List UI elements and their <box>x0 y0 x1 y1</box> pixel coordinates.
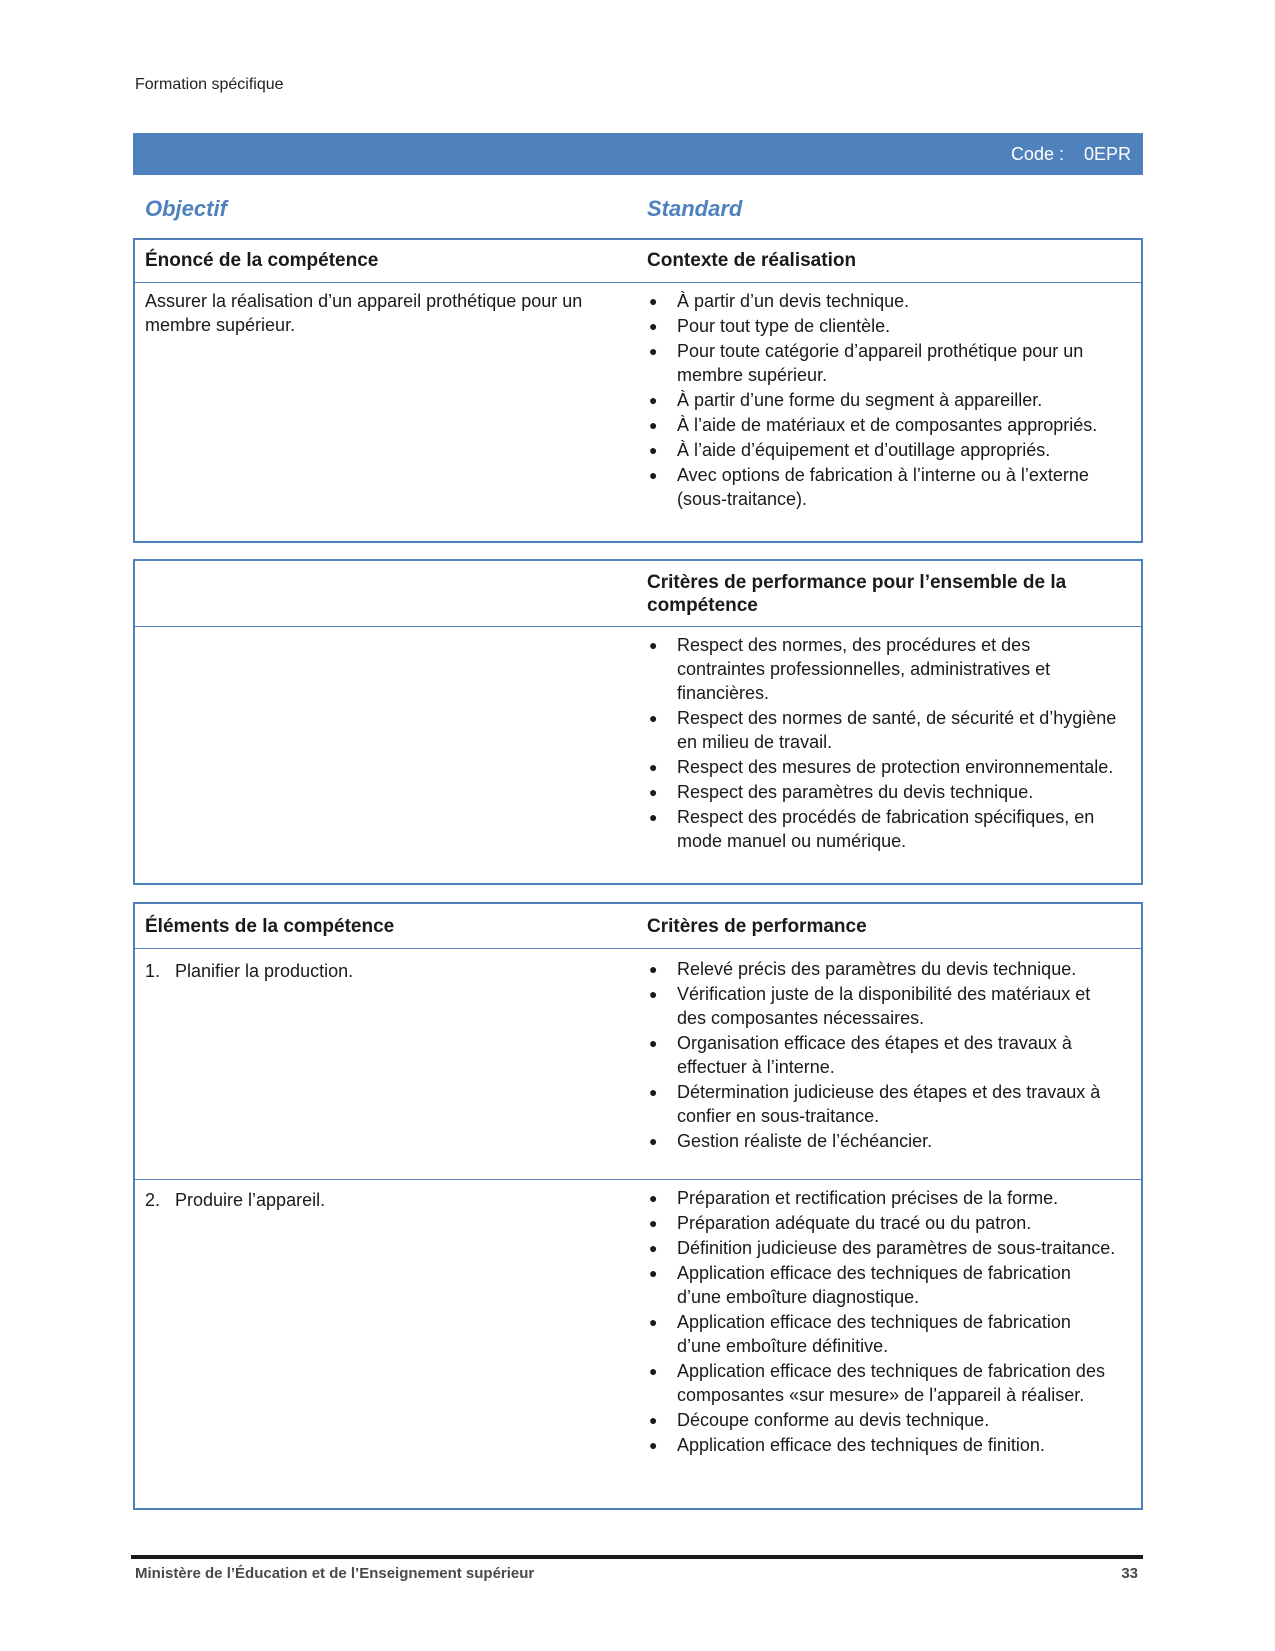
list-item: ● Détermination judicieuse des étapes et des travaux à confier en sous-traitance. <box>649 1082 1101 1126</box>
list-item: ● Préparation adéquate du tracé ou du patron. <box>649 1213 1032 1233</box>
bullet-icon: ● <box>649 1314 658 1330</box>
bullet-icon: ● <box>649 467 658 483</box>
bullet-icon: ● <box>649 1035 658 1051</box>
context-header: Contexte de réalisation <box>647 250 857 271</box>
bullet-icon: ● <box>649 637 658 653</box>
list-item: ● Respect des paramètres du devis technique. <box>649 782 1034 802</box>
list-item: ● À l’aide d’équipement et d’outillage appropriés. <box>649 440 1051 460</box>
element-2 <box>145 1188 325 1212</box>
running-header: Formation spécifique <box>135 76 284 93</box>
bullet-icon: ● <box>649 1240 658 1256</box>
competence-statement: Assurer la réalisation d’un appareil prothétique pour un membre supérieur. <box>145 291 583 335</box>
objective-title: Objectif <box>145 196 227 221</box>
elements-header: Éléments de la compétence <box>145 916 395 937</box>
performance-header: Critères de performance <box>647 916 867 937</box>
bullet-icon: ● <box>649 1190 658 1206</box>
list-item: ● Application efficace des techniques de fabrication des composantes «sur mesure» de l’appareil à réaliser. <box>649 1361 1105 1405</box>
criteria-list-1 <box>647 957 1117 1153</box>
list-item: ● Respect des mesures de protection environnementale. <box>649 757 1114 777</box>
list-item: ● Gestion réaliste de l’échéancier. <box>649 1131 933 1151</box>
footer-ministry: Ministère de l’Éducation et de l’Enseignement supérieur <box>135 1565 535 1582</box>
list-item: ● Pour toute catégorie d’appareil prothétique pour un membre supérieur. <box>649 341 1084 385</box>
list-item: ● Pour tout type de clientèle. <box>649 316 891 336</box>
bullet-icon: ● <box>649 442 658 458</box>
element-label: Produire l’appareil. <box>175 1190 326 1210</box>
bullet-icon: ● <box>649 1215 658 1231</box>
list-item: ● Organisation efficace des étapes et des travaux à effectuer à l’interne. <box>649 1033 1072 1077</box>
list-item: ● Application efficace des techniques de finition. <box>649 1435 1045 1455</box>
bullet-icon: ● <box>649 809 658 825</box>
element-number: 2. <box>145 1190 161 1210</box>
criteria-list-2 <box>647 1186 1117 1457</box>
bullet-icon: ● <box>649 759 658 775</box>
competence-table <box>133 238 1143 543</box>
statement-header: Énoncé de la compétence <box>145 250 379 271</box>
list-item: ● À partir d’un devis technique. <box>649 291 910 311</box>
bullet-icon: ● <box>649 986 658 1002</box>
section-titles <box>0 196 1275 222</box>
element-number: 1. <box>145 961 161 981</box>
global-criteria-table <box>133 559 1143 885</box>
global-criteria-list <box>647 633 1117 853</box>
list-item: ● Application efficace des techniques de fabrication d’une emboîture diagnostique. <box>649 1263 1071 1307</box>
bullet-icon: ● <box>649 1412 658 1428</box>
element-1 <box>145 959 353 983</box>
bullet-icon: ● <box>649 1084 658 1100</box>
bullet-icon: ● <box>649 318 658 334</box>
global-criteria-body-row <box>135 627 1141 882</box>
competence-body-row <box>135 283 1141 541</box>
bullet-icon: ● <box>649 1265 658 1281</box>
context-list <box>647 289 1117 511</box>
code-bar <box>133 133 1143 175</box>
footer-divider <box>131 1555 1143 1559</box>
element-label: Planifier la production. <box>175 961 354 981</box>
standard-title: Standard <box>647 196 743 221</box>
bullet-icon: ● <box>649 710 658 726</box>
bullet-icon: ● <box>649 417 658 433</box>
global-criteria-header-row <box>135 561 1141 627</box>
list-item: ● À partir d’une forme du segment à appareiller. <box>649 390 1043 410</box>
list-item: ● Respect des procédés de fabrication spécifiques, en mode manuel ou numérique. <box>649 807 1095 851</box>
list-item: ● Définition judicieuse des paramètres de sous-traitance. <box>649 1238 1116 1258</box>
list-item: ● Application efficace des techniques de fabrication d’une emboîture définitive. <box>649 1312 1071 1356</box>
bullet-icon: ● <box>649 961 658 977</box>
table-row <box>135 949 1141 1180</box>
bullet-icon: ● <box>649 1133 658 1149</box>
bullet-icon: ● <box>649 293 658 309</box>
elements-header-row <box>135 904 1141 949</box>
list-item: ● Vérification juste de la disponibilité des matériaux et des composantes nécessaires. <box>649 984 1091 1028</box>
list-item: ● Relevé précis des paramètres du devis technique. <box>649 959 1077 979</box>
competence-header-row <box>135 240 1141 283</box>
list-item: ● À l’aide de matériaux et de composantes appropriés. <box>649 415 1098 435</box>
elements-table <box>133 902 1143 1510</box>
bullet-icon: ● <box>649 1437 658 1453</box>
list-item: ● Respect des normes de santé, de sécurité et d’hygiène en milieu de travail. <box>649 708 1117 752</box>
list-item: ● Avec options de fabrication à l’interne ou à l’externe (sous-traitance). <box>649 465 1089 509</box>
competency-code: Code : 0EPR <box>1010 144 1131 164</box>
global-criteria-header: Critères de performance pour l’ensemble de la compétence <box>647 572 1067 616</box>
bullet-icon: ● <box>649 1363 658 1379</box>
list-item: ● Respect des normes, des procédures et des contraintes professionnelles, administratives et financières. <box>649 635 1051 703</box>
list-item: ● Découpe conforme au devis technique. <box>649 1410 990 1430</box>
bullet-icon: ● <box>649 392 658 408</box>
bullet-icon: ● <box>649 343 658 359</box>
page-number: 33 <box>1121 1565 1138 1582</box>
bullet-icon: ● <box>649 784 658 800</box>
table-row <box>135 1180 1141 1508</box>
list-item: ● Préparation et rectification précises de la forme. <box>649 1188 1059 1208</box>
